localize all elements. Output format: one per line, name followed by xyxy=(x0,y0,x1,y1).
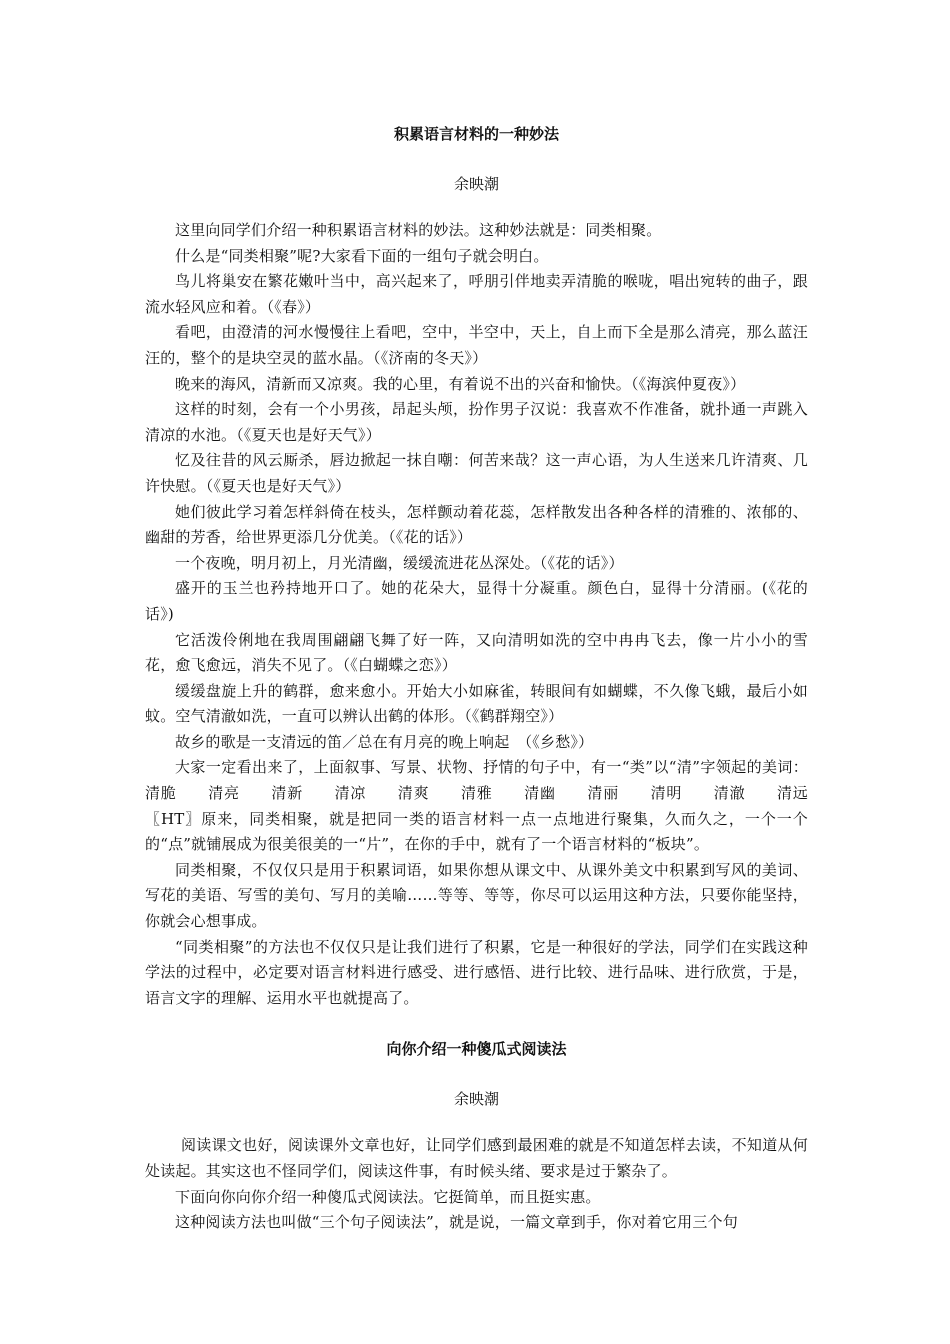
article-1-paragraph: 大家一定看出来了，上面叙事、写景、状物、抒情的句子中，有一“类”以“清”字领起的美词：清脆 清亮 清新 清凉 清爽 清雅 清幽 清丽 清明 清澈 清远〖HT〗原来，同类相聚，就是把同一类的语言材料一点一点地进行聚集，久而久之，一个一个的“点”就铺展成为很美很美的一“片”，在你的手中，就有了一个语言材料的“板块”。 xyxy=(145,758,808,854)
article-1-paragraph: 盛开的玉兰也矜持地开口了。她的花朵大，显得十分凝重。颜色白，显得十分清丽。(《花的话》) xyxy=(145,579,808,623)
article-1-paragraph: “同类相聚”的方法也不仅仅只是让我们进行了积累，它是一种很好的学法，同学们在实践这种学法的过程中，必定要对语言材料进行感受、进行感悟、进行比较、进行品味、进行欣赏，于是，语言文字的理解、运用水平也就提高了。 xyxy=(145,937,808,1007)
article-2-paragraph: 阅读课文也好，阅读课外文章也好，让同学们感到最困难的就是不知道怎样去读，不知道从何处读起。其实这也不怪同学们，阅读这件事，有时候头绪、要求是过于繁杂了。 xyxy=(145,1136,808,1180)
article-1-paragraph: 这里向同学们介绍一种积累语言材料的妙法。这种妙法就是：同类相聚。 xyxy=(175,221,662,239)
article-1 xyxy=(145,122,808,1011)
article-2-paragraph: 下面向你向你介绍一种傻瓜式阅读法。它挺简单，而且挺实惠。 xyxy=(175,1187,601,1206)
article-1-paragraph: 忆及往昔的风云厮杀，唇边掀起一抹自嘲：何苦来哉？这一声心语，为人生送来几许清爽、几许快慰。（《夏天也是好天气》） xyxy=(145,451,808,495)
article-2-author: 余映潮 xyxy=(453,1090,499,1109)
article-1-title: 积累语言材料的一种妙法 xyxy=(393,125,559,143)
article-1-author: 余映潮 xyxy=(453,175,499,193)
article-1-paragraph: 这样的时刻，会有一个小男孩，昂起头颅，扮作男子汉说：我喜欢不作准备，就扑通一声跳入清凉的水池。（《夏天也是好天气》） xyxy=(145,400,808,444)
article-1-paragraph: 什么是“同类相聚”呢?大家看下面的一组句子就会明白。 xyxy=(175,246,549,265)
article-1-paragraph: 同类相聚，不仅仅只是用于积累词语，如果你想从课文中、从课外美文中积累到写风的美词、写花的美语、写雪的美句、写月的美喻……等等、等等，你尽可以运用这种方法，只要你能坚持，你就会心想事成。 xyxy=(145,860,808,931)
article-1-paragraph: 她们彼此学习着怎样斜倚在枝头，怎样颤动着花蕊，怎样散发出各种各样的清雅的、浓郁的、幽甜的芳香，给世界更添几分优美。（《花的话》） xyxy=(145,502,808,547)
article-1-paragraph: 晚来的海风，清新而又凉爽。我的心里，有着说不出的兴奋和愉快。（《海滨仲夏夜》） xyxy=(175,374,746,393)
article-1-paragraph: 缓缓盘旋上升的鹤群，愈来愈小。开始大小如麻雀，转眼间有如蝴蝶，不久像飞蛾，最后小如蚊。空气清澈如洗，一直可以辨认出鹤的体形。（《鹤群翔空》） xyxy=(145,681,808,726)
article-1-paragraph: 它活泼伶俐地在我周围翩翩飞舞了好一阵，又向清明如洗的空中冉冉飞去，像一片小小的雪花，愈飞愈远，消失不见了。（《白蝴蝶之恋》） xyxy=(145,630,808,675)
article-1-paragraph: 一个夜晚，明月初上，月光清幽，缓缓流进花丛深处。（《花的话》） xyxy=(175,553,624,572)
document-page xyxy=(145,122,808,1236)
article-1-paragraph: 故乡的歌是一支清远的笛／总在有月亮的晚上响起 （《乡愁》） xyxy=(175,732,594,751)
article-2-paragraph: 这种阅读方法也叫做“三个句子阅读法”，就是说，一篇文章到手，你对着它用三个句 xyxy=(175,1213,738,1232)
article-2-title: 向你介绍一种傻瓜式阅读法 xyxy=(386,1040,567,1059)
article-2 xyxy=(145,1037,808,1235)
article-1-paragraph: 鸟儿将巢安在繁花嫩叶当中，高兴起来了，呼朋引伴地卖弄清脆的喉咙，唱出宛转的曲子，跟流水轻风应和着。（《春》） xyxy=(145,272,808,316)
article-1-paragraph: 看吧，由澄清的河水慢慢往上看吧，空中，半空中，天上，自上而下全是那么清亮，那么蓝汪汪的，整个的是块空灵的蓝水晶。（《济南的冬天》） xyxy=(145,323,808,367)
